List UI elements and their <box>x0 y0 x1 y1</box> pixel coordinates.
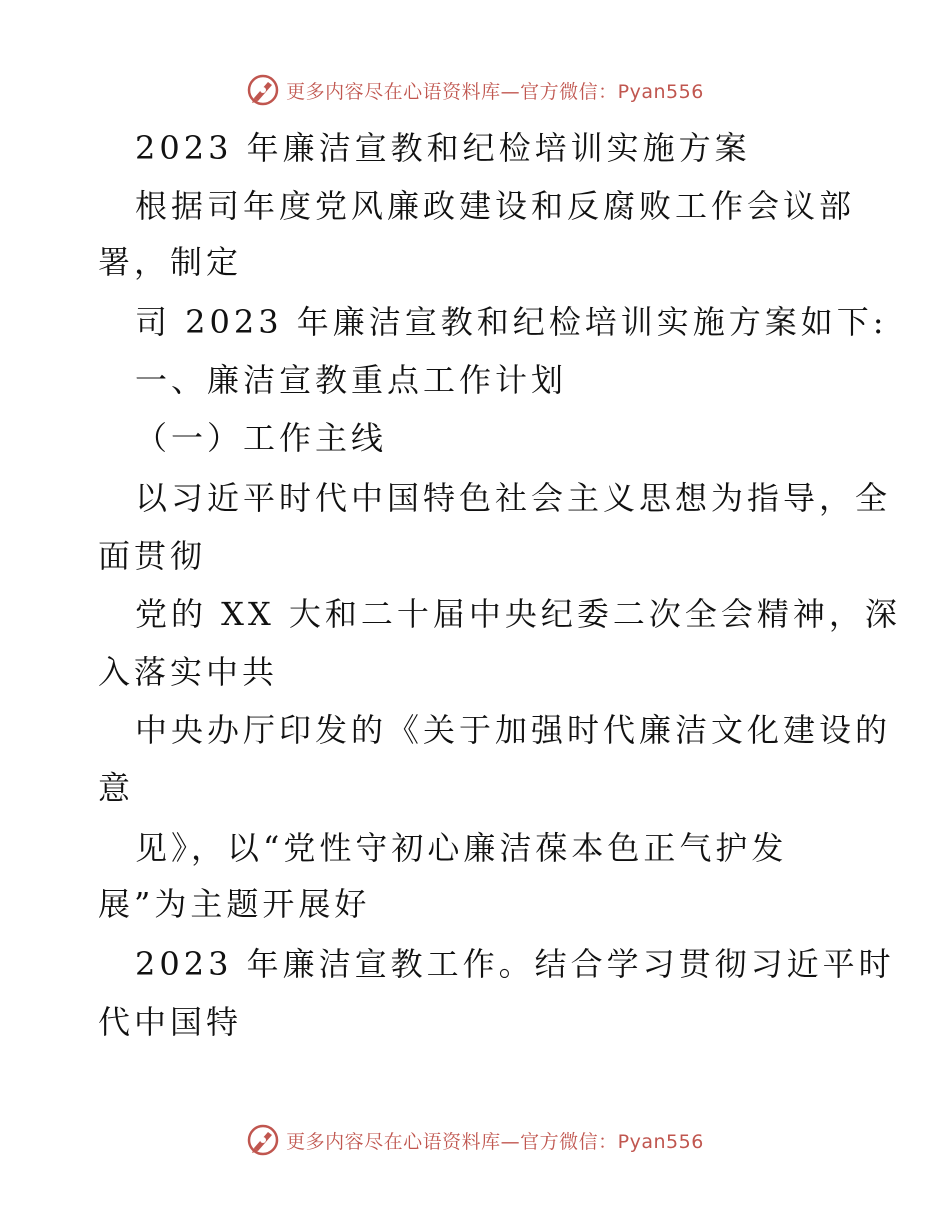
paragraph-line: 2023 年廉洁宣教工作。结合学习贯彻习近平时 <box>135 945 895 983</box>
paragraph-line: 中央办厅印发的《关于加强时代廉洁文化建设的 <box>135 711 892 749</box>
paragraph-line: 司 2023 年廉洁宣教和纪检培训实施方案如下: <box>135 303 888 341</box>
paragraph-line: 署，制定 <box>98 243 243 281</box>
paragraph-line: 党的 XX 大和二十届中央纪委二次全会精神，深 <box>135 595 901 633</box>
pen-logo-icon <box>246 73 280 107</box>
paragraph-line: 意 <box>98 769 135 807</box>
paragraph-line: 面贯彻 <box>98 537 207 575</box>
paragraph-line: 入落实中共 <box>98 653 279 691</box>
paragraph-line: 代中国特 <box>98 1003 243 1041</box>
subsection-heading: （一）工作主线 <box>135 419 388 457</box>
paragraph-line: 展”为主题开展好 <box>98 885 371 923</box>
watermark-text: 更多内容尽在心语资料库—官方微信：Pyan556 <box>286 80 704 103</box>
paragraph-line: 以习近平时代中国特色社会主义思想为指导，全 <box>135 479 892 517</box>
header-watermark-banner <box>0 70 950 110</box>
document-title: 2023 年廉洁宣教和纪检培训实施方案 <box>135 129 751 167</box>
paragraph-line: 见》，以“党性守初心廉洁葆本色正气护发 <box>135 829 788 867</box>
pen-logo-icon <box>246 1123 280 1157</box>
watermark-text: 更多内容尽在心语资料库—官方微信：Pyan556 <box>286 1130 704 1153</box>
footer-watermark-banner <box>0 1120 950 1160</box>
paragraph-line: 根据司年度党风廉政建设和反腐败工作会议部 <box>135 187 856 225</box>
section-heading: 一、廉洁宣教重点工作计划 <box>135 361 568 399</box>
